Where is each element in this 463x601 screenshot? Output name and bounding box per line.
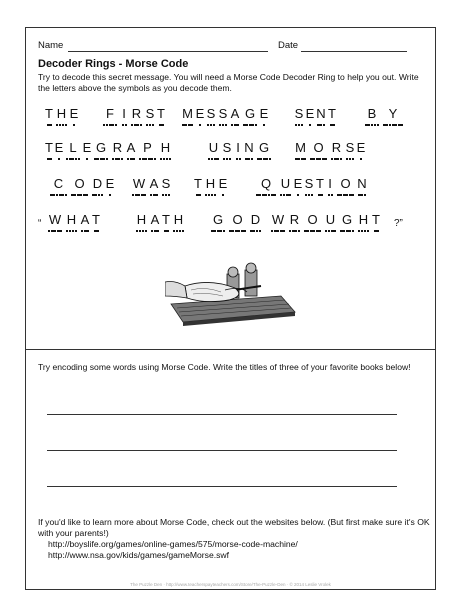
message-letter: S xyxy=(144,106,156,122)
morse-symbols xyxy=(229,122,241,128)
message-letter: Y xyxy=(381,106,405,122)
morse-symbols xyxy=(44,156,54,162)
message-letter: A xyxy=(125,140,137,156)
morse-symbols xyxy=(293,156,308,162)
message-letter: S xyxy=(205,106,217,122)
message-letter: G xyxy=(338,212,356,228)
message-letter: U xyxy=(323,212,338,228)
message-letter: E xyxy=(305,106,315,122)
message-letter: H xyxy=(158,140,173,156)
morse-symbols xyxy=(205,122,217,128)
message-letter: D xyxy=(90,176,105,192)
morse-symbols xyxy=(371,228,381,234)
message-letter: I xyxy=(233,140,243,156)
morse-symbols xyxy=(171,228,186,234)
morse-symbols xyxy=(206,156,221,162)
message-letter: H xyxy=(203,176,218,192)
message-letter: H xyxy=(54,106,69,122)
message-word xyxy=(293,106,337,122)
message-line-2 xyxy=(44,140,404,170)
morse-symbols xyxy=(69,192,90,198)
message-letter: Q xyxy=(254,176,278,192)
page-title: Decoder Rings - Morse Code xyxy=(38,58,189,70)
morse-symbols xyxy=(325,192,335,198)
section-divider xyxy=(26,349,435,350)
morse-symbols xyxy=(269,228,287,234)
close-quote: ?” xyxy=(394,218,403,229)
morse-symbols xyxy=(54,156,64,162)
link-boyslife[interactable]: http://boyslife.org/games/online-games/575/morse-code-machine/ xyxy=(48,539,298,549)
morse-symbols xyxy=(287,228,302,234)
message-letter: M xyxy=(180,106,195,122)
message-word xyxy=(193,176,228,192)
message-letter: R xyxy=(329,140,344,156)
name-date-row xyxy=(38,40,428,54)
morse-symbols xyxy=(130,192,148,198)
morse-symbols xyxy=(46,228,64,234)
message-letter: T xyxy=(327,106,337,122)
date-field-line[interactable] xyxy=(301,51,407,52)
message-word xyxy=(101,106,166,122)
message-letter: T xyxy=(44,140,54,156)
morse-symbols xyxy=(82,156,92,162)
message-letter: E xyxy=(218,176,228,192)
morse-symbols xyxy=(90,192,105,198)
morse-symbols xyxy=(315,122,327,128)
morse-symbols xyxy=(193,192,203,198)
morse-symbols xyxy=(156,122,166,128)
morse-symbols xyxy=(381,122,405,128)
message-letter: T xyxy=(161,212,171,228)
morse-symbols xyxy=(148,192,160,198)
message-letter: E xyxy=(293,176,303,192)
message-letter: I xyxy=(119,106,129,122)
message-letter: W xyxy=(130,176,148,192)
encoding-instructions: Try encoding some words using Morse Code. Write the titles of three of your favorite books below! xyxy=(38,362,411,372)
worksheet xyxy=(25,27,436,590)
message-letter: T xyxy=(156,106,166,122)
message-word xyxy=(180,106,269,122)
morse-symbols xyxy=(305,122,315,128)
morse-symbols xyxy=(64,228,79,234)
message-line-1 xyxy=(44,106,404,136)
footer-credit: The Puzzle Den · http://www.teacherspayteachers.com/Store/The-Puzzle-Den · © 2014 Leslie Vrolek xyxy=(130,582,331,587)
message-letter: P xyxy=(137,140,158,156)
morse-symbols xyxy=(302,228,323,234)
morse-symbols xyxy=(144,122,156,128)
message-letter: S xyxy=(293,106,305,122)
learn-more-section xyxy=(38,517,430,561)
message-letter: S xyxy=(160,176,172,192)
message-letter: H xyxy=(64,212,79,228)
morse-symbols xyxy=(158,156,173,162)
message-letter: O xyxy=(335,176,356,192)
morse-symbols xyxy=(105,192,115,198)
message-line-3 xyxy=(44,176,404,206)
message-letter: O xyxy=(302,212,323,228)
morse-symbols xyxy=(180,122,195,128)
message-letter: S xyxy=(217,106,229,122)
morse-symbols xyxy=(227,228,248,234)
message-word xyxy=(363,106,405,122)
message-letter: E xyxy=(259,106,269,122)
message-letter: T xyxy=(44,106,54,122)
message-letter: E xyxy=(69,106,79,122)
morse-symbols xyxy=(129,122,144,128)
message-letter: B xyxy=(363,106,381,122)
morse-symbols xyxy=(338,228,356,234)
message-word xyxy=(46,212,101,228)
morse-symbols xyxy=(134,228,149,234)
message-letter: G xyxy=(255,140,273,156)
morse-symbols xyxy=(54,122,69,128)
telegraph-key-hand-icon xyxy=(165,256,297,326)
morse-symbols xyxy=(329,156,344,162)
message-letter: A xyxy=(149,212,161,228)
message-letter: R xyxy=(287,212,302,228)
morse-symbols xyxy=(315,192,325,198)
message-letter: E xyxy=(82,140,92,156)
morse-symbols xyxy=(79,228,91,234)
name-field-line[interactable] xyxy=(68,51,268,52)
message-letter: G xyxy=(241,106,259,122)
morse-symbols xyxy=(241,122,259,128)
message-letter: O xyxy=(227,212,248,228)
message-word xyxy=(269,212,381,228)
link-nsa[interactable]: http://www.nsa.gov/kids/games/gameMorse.swf xyxy=(48,550,230,560)
morse-symbols xyxy=(356,228,371,234)
message-letter: T xyxy=(193,176,203,192)
message-letter: H xyxy=(356,212,371,228)
message-letter: A xyxy=(79,212,91,228)
message-word xyxy=(206,140,273,156)
morse-symbols xyxy=(69,122,79,128)
morse-symbols xyxy=(110,156,125,162)
message-letter: N xyxy=(315,106,327,122)
answer-line-1[interactable] xyxy=(47,414,397,415)
message-letter: A xyxy=(229,106,241,122)
morse-symbols xyxy=(44,122,54,128)
morse-symbols xyxy=(137,156,158,162)
morse-symbols xyxy=(255,156,273,162)
message-letter: D xyxy=(248,212,263,228)
morse-symbols xyxy=(101,122,119,128)
morse-symbols xyxy=(293,122,305,128)
message-letter: G xyxy=(92,140,110,156)
morse-symbols xyxy=(160,192,172,198)
message-word xyxy=(44,106,79,122)
message-letter: H xyxy=(171,212,186,228)
message-letter: E xyxy=(105,176,115,192)
message-letter: E xyxy=(195,106,205,122)
message-letter: N xyxy=(356,176,368,192)
message-letter: O xyxy=(308,140,329,156)
morse-symbols xyxy=(293,192,303,198)
morse-symbols xyxy=(195,122,205,128)
message-word xyxy=(48,176,115,192)
morse-symbols xyxy=(64,156,82,162)
answer-line-2[interactable] xyxy=(47,450,397,451)
morse-symbols xyxy=(119,122,129,128)
morse-symbols xyxy=(149,228,161,234)
message-letter: S xyxy=(221,140,233,156)
morse-symbols xyxy=(243,156,255,162)
message-word xyxy=(254,176,368,192)
message-letter: E xyxy=(54,140,64,156)
morse-symbols xyxy=(323,228,338,234)
morse-symbols xyxy=(209,228,227,234)
morse-symbols xyxy=(344,156,356,162)
answer-line-3[interactable] xyxy=(47,486,397,487)
message-letter: T xyxy=(315,176,325,192)
message-letter: W xyxy=(46,212,64,228)
message-letter: C xyxy=(48,176,69,192)
message-letter: H xyxy=(134,212,149,228)
morse-symbols xyxy=(218,192,228,198)
message-letter: E xyxy=(356,140,366,156)
morse-symbols xyxy=(278,192,293,198)
morse-symbols xyxy=(125,156,137,162)
message-letter: T xyxy=(371,212,381,228)
message-letter: F xyxy=(101,106,119,122)
message-word xyxy=(130,176,172,192)
message-letter: U xyxy=(206,140,221,156)
message-letter: G xyxy=(209,212,227,228)
learn-more-text: If you'd like to learn more about Morse Code, check out the websites below. (But first make sure it's OK with your parents!) xyxy=(38,517,430,538)
message-letter: N xyxy=(243,140,255,156)
morse-symbols xyxy=(48,192,69,198)
morse-symbols xyxy=(161,228,171,234)
morse-symbols xyxy=(363,122,381,128)
open-quote: “ xyxy=(38,218,42,229)
morse-symbols xyxy=(248,228,263,234)
morse-symbols xyxy=(303,192,315,198)
message-letter: R xyxy=(129,106,144,122)
message-letter: W xyxy=(269,212,287,228)
message-letter: L xyxy=(64,140,82,156)
message-word xyxy=(209,212,263,228)
morse-symbols xyxy=(259,122,269,128)
date-label: Date xyxy=(278,40,299,51)
message-letter: S xyxy=(303,176,315,192)
message-word xyxy=(293,140,366,156)
morse-symbols xyxy=(203,192,218,198)
name-label: Name xyxy=(38,40,64,51)
decode-instructions: Try to decode this secret message. You will need a Morse Code Decoder Ring to help you out. Write the letters above the symbols as you decode them. xyxy=(38,72,419,93)
morse-symbols xyxy=(221,156,233,162)
message-letter: I xyxy=(325,176,335,192)
message-letter: U xyxy=(278,176,293,192)
message-letter: S xyxy=(344,140,356,156)
message-letter: A xyxy=(148,176,160,192)
message-letter: T xyxy=(91,212,101,228)
morse-symbols xyxy=(327,122,337,128)
message-word xyxy=(134,212,186,228)
morse-symbols xyxy=(233,156,243,162)
morse-symbols xyxy=(356,192,368,198)
morse-symbols xyxy=(356,156,366,162)
morse-symbols xyxy=(92,156,110,162)
message-letter: R xyxy=(110,140,125,156)
message-word xyxy=(44,140,173,156)
message-line-4 xyxy=(38,212,404,242)
morse-symbols xyxy=(217,122,229,128)
morse-symbols xyxy=(91,228,101,234)
morse-symbols xyxy=(335,192,356,198)
message-letter: O xyxy=(69,176,90,192)
morse-symbols xyxy=(254,192,278,198)
message-letter: M xyxy=(293,140,308,156)
morse-symbols xyxy=(308,156,329,162)
